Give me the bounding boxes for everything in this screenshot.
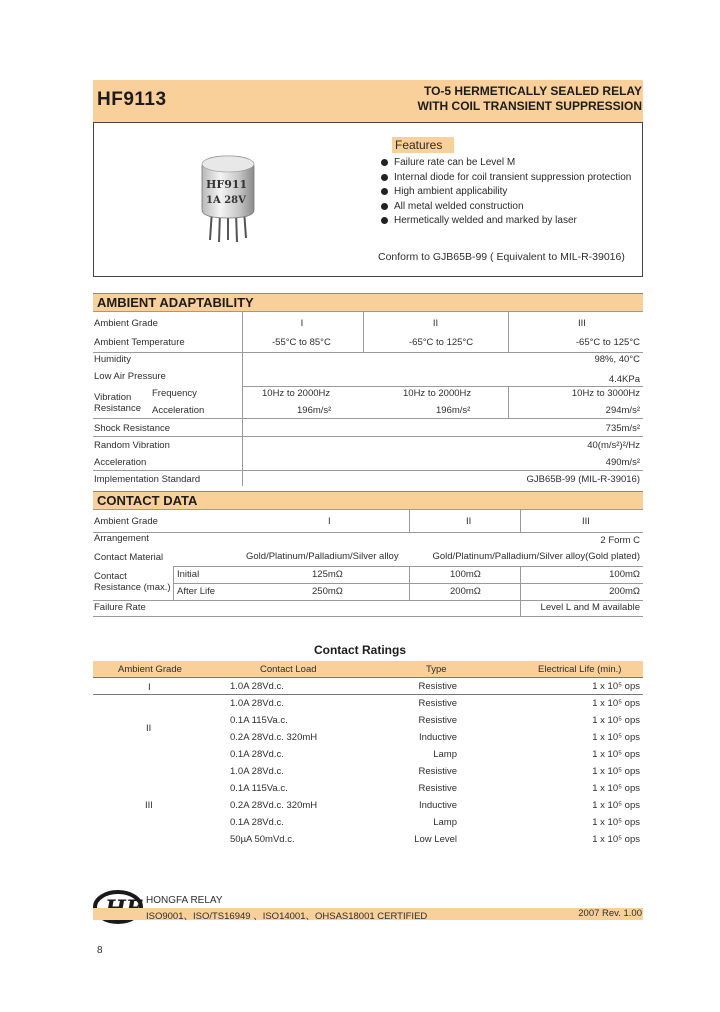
shock-value: 735m/s²: [605, 423, 640, 434]
freq-2: 10Hz to 2000Hz: [403, 388, 472, 399]
air-pressure-label: Low Air Pressure: [94, 371, 166, 382]
vibration-label-2: Resistance: [94, 403, 141, 414]
rating-type: Lamp: [433, 749, 457, 760]
feature-item: Failure rate can be Level M: [381, 157, 515, 168]
rating-grade-III: III: [145, 800, 153, 811]
acceleration-2-value: 490m/s²: [605, 457, 640, 468]
initial-3: 100mΩ: [609, 569, 640, 580]
humidity-label: Humidity: [94, 354, 131, 365]
rating-load: 0.2A 28Vd.c. 320mH: [230, 732, 318, 743]
feature-item: Internal diode for coil transient suppression protection: [381, 172, 631, 183]
rating-load: 1.0A 28Vd.c.: [230, 698, 284, 709]
rating-grade-II: II: [146, 723, 152, 734]
after-2: 200mΩ: [450, 586, 481, 597]
ratings-header-grade: Ambient Grade: [118, 664, 182, 675]
rating-load: 0.2A 28Vd.c. 320mH: [230, 800, 318, 811]
random-vibration-label: Random Vibration: [94, 440, 170, 451]
implementation-value: GJB65B-99 (MIL-R-39016): [526, 474, 640, 485]
rating-load: 0.1A 28Vd.c.: [230, 749, 284, 760]
rating-life: 1 x 10⁵ ops: [592, 800, 640, 811]
ratings-header-type: Type: [426, 664, 447, 675]
frequency-label: Frequency: [152, 388, 197, 399]
rating-type: Low Level: [414, 834, 457, 845]
rating-type: Resistive: [418, 698, 457, 709]
arrangement-label: Arrangement: [94, 533, 149, 544]
bullet-icon: [381, 217, 388, 224]
contact-grade-label: Ambient Grade: [94, 516, 158, 527]
feature-item: Hermetically welded and marked by laser: [381, 215, 577, 226]
features-title: Features: [392, 137, 454, 153]
ambient-temp-2: -65°C to 125°C: [409, 337, 474, 348]
contact-title: CONTACT DATA: [97, 493, 198, 508]
rating-load: 0.1A 115Va.c.: [230, 783, 288, 794]
rating-type: Lamp: [433, 817, 457, 828]
bullet-icon: [381, 203, 388, 210]
conform-text: Conform to GJB65B-99 ( Equivalent to MIL-R-39016): [378, 251, 625, 263]
rating-life: 1 x 10⁵ ops: [592, 749, 640, 760]
rating-load: 1.0A 28Vd.c.: [230, 681, 284, 692]
ambient-temp-1: -55°C to 85°C: [272, 337, 331, 348]
ambient-title: AMBIENT ADAPTABILITY: [97, 295, 254, 310]
rating-type: Resistive: [418, 681, 457, 692]
feature-item: All metal welded construction: [381, 201, 524, 212]
rating-life: 1 x 10⁵ ops: [592, 698, 640, 709]
arrangement-value: 2 Form C: [600, 535, 640, 546]
acc-2: 196m/s²: [436, 405, 471, 416]
rating-type: Resistive: [418, 783, 457, 794]
vibration-label: Vibration: [94, 392, 132, 403]
rating-life: 1 x 10⁵ ops: [592, 766, 640, 777]
ratings-title: Contact Ratings: [313, 643, 406, 657]
bullet-icon: [381, 159, 388, 166]
rating-load: 0.1A 115Va.c.: [230, 715, 288, 726]
rating-life: 1 x 10⁵ ops: [592, 732, 640, 743]
contact-grade-1: I: [328, 516, 331, 527]
material-label: Contact Material: [94, 552, 164, 563]
model-title: HF9113: [97, 89, 167, 110]
freq-1: 10Hz to 2000Hz: [262, 388, 331, 399]
feature-item: High ambient applicability: [381, 186, 507, 197]
resistance-label: Contact: [94, 571, 127, 582]
certifications: ISO9001、ISO/TS16949 、ISO14001、OHSAS18001 CERTIFIED: [146, 911, 428, 922]
ratings-header-life: Electrical Life (min.): [538, 664, 622, 675]
ratings-header-load: Contact Load: [260, 664, 317, 675]
ambient-grade-2: II: [432, 318, 439, 329]
acc-3: 294m/s²: [605, 405, 640, 416]
relay-label-1: HF911: [206, 178, 248, 191]
rating-life: 1 x 10⁵ ops: [592, 834, 640, 845]
shock-label: Shock Resistance: [94, 423, 171, 434]
acceleration-2-label: Acceleration: [94, 457, 147, 468]
freq-3: 10Hz to 3000Hz: [571, 388, 640, 399]
rating-load: 0.1A 28Vd.c.: [230, 817, 284, 828]
resistance-label-2: Resistance (max.): [94, 582, 171, 593]
relay-image: [192, 150, 264, 242]
rating-life: 1 x 10⁵ ops: [592, 817, 640, 828]
contact-grade-2: II: [466, 516, 472, 527]
acc-1: 196m/s²: [297, 405, 332, 416]
ambient-temp-label: Ambient Temperature: [94, 337, 185, 348]
rating-type: Resistive: [418, 715, 457, 726]
rating-life: 1 x 10⁵ ops: [592, 783, 640, 794]
version: 2007 Rev. 1.00: [578, 908, 642, 919]
material-1: Gold/Platinum/Palladium/Silver alloy: [246, 551, 399, 562]
bullet-icon: [381, 174, 388, 181]
rating-type: Inductive: [418, 732, 457, 743]
acceleration-label: Acceleration: [152, 405, 205, 416]
initial-1: 125mΩ: [312, 569, 343, 580]
rating-type: Inductive: [418, 800, 457, 811]
after-life-label: After Life: [177, 586, 216, 597]
brand-name: HONGFA RELAY: [146, 895, 223, 906]
subtitle-line-1: TO-5 HERMETICALLY SEALED RELAY: [423, 84, 642, 98]
rating-life: 1 x 10⁵ ops: [592, 681, 640, 692]
initial-label: Initial: [177, 569, 200, 580]
contact-grade-3: III: [582, 516, 590, 527]
ambient-grade-label: Ambient Grade: [94, 318, 158, 329]
rating-load: 1.0A 28Vd.c.: [230, 766, 284, 777]
bullet-icon: [381, 188, 388, 195]
failure-rate-value: Level L and M available: [540, 602, 640, 613]
page-number: 8: [97, 945, 103, 956]
ambient-grade-3: III: [578, 318, 586, 329]
air-pressure-value: 4.4KPa: [608, 374, 640, 385]
initial-2: 100mΩ: [450, 569, 481, 580]
after-1: 250mΩ: [312, 586, 343, 597]
rating-grade-I: I: [148, 682, 151, 693]
ambient-temp-3: -65°C to 125°C: [575, 337, 640, 348]
failure-rate-label: Failure Rate: [94, 602, 146, 613]
after-3: 200mΩ: [609, 586, 640, 597]
implementation-label: Implementation Standard: [94, 474, 201, 485]
rating-type: Resistive: [418, 766, 457, 777]
relay-label-2: 1A 28V: [206, 195, 246, 206]
ambient-grade-1: I: [300, 318, 304, 329]
random-vibration-value: 40(m/s²)²/Hz: [587, 440, 640, 451]
humidity-value: 98%, 40°C: [594, 354, 640, 365]
rating-life: 1 x 10⁵ ops: [592, 715, 640, 726]
subtitle-line-2: WITH COIL TRANSIENT SUPPRESSION: [417, 99, 642, 113]
material-2: Gold/Platinum/Palladium/Silver alloy(Gold plated): [432, 551, 640, 562]
rating-load: 50µA 50mVd.c.: [230, 834, 295, 845]
